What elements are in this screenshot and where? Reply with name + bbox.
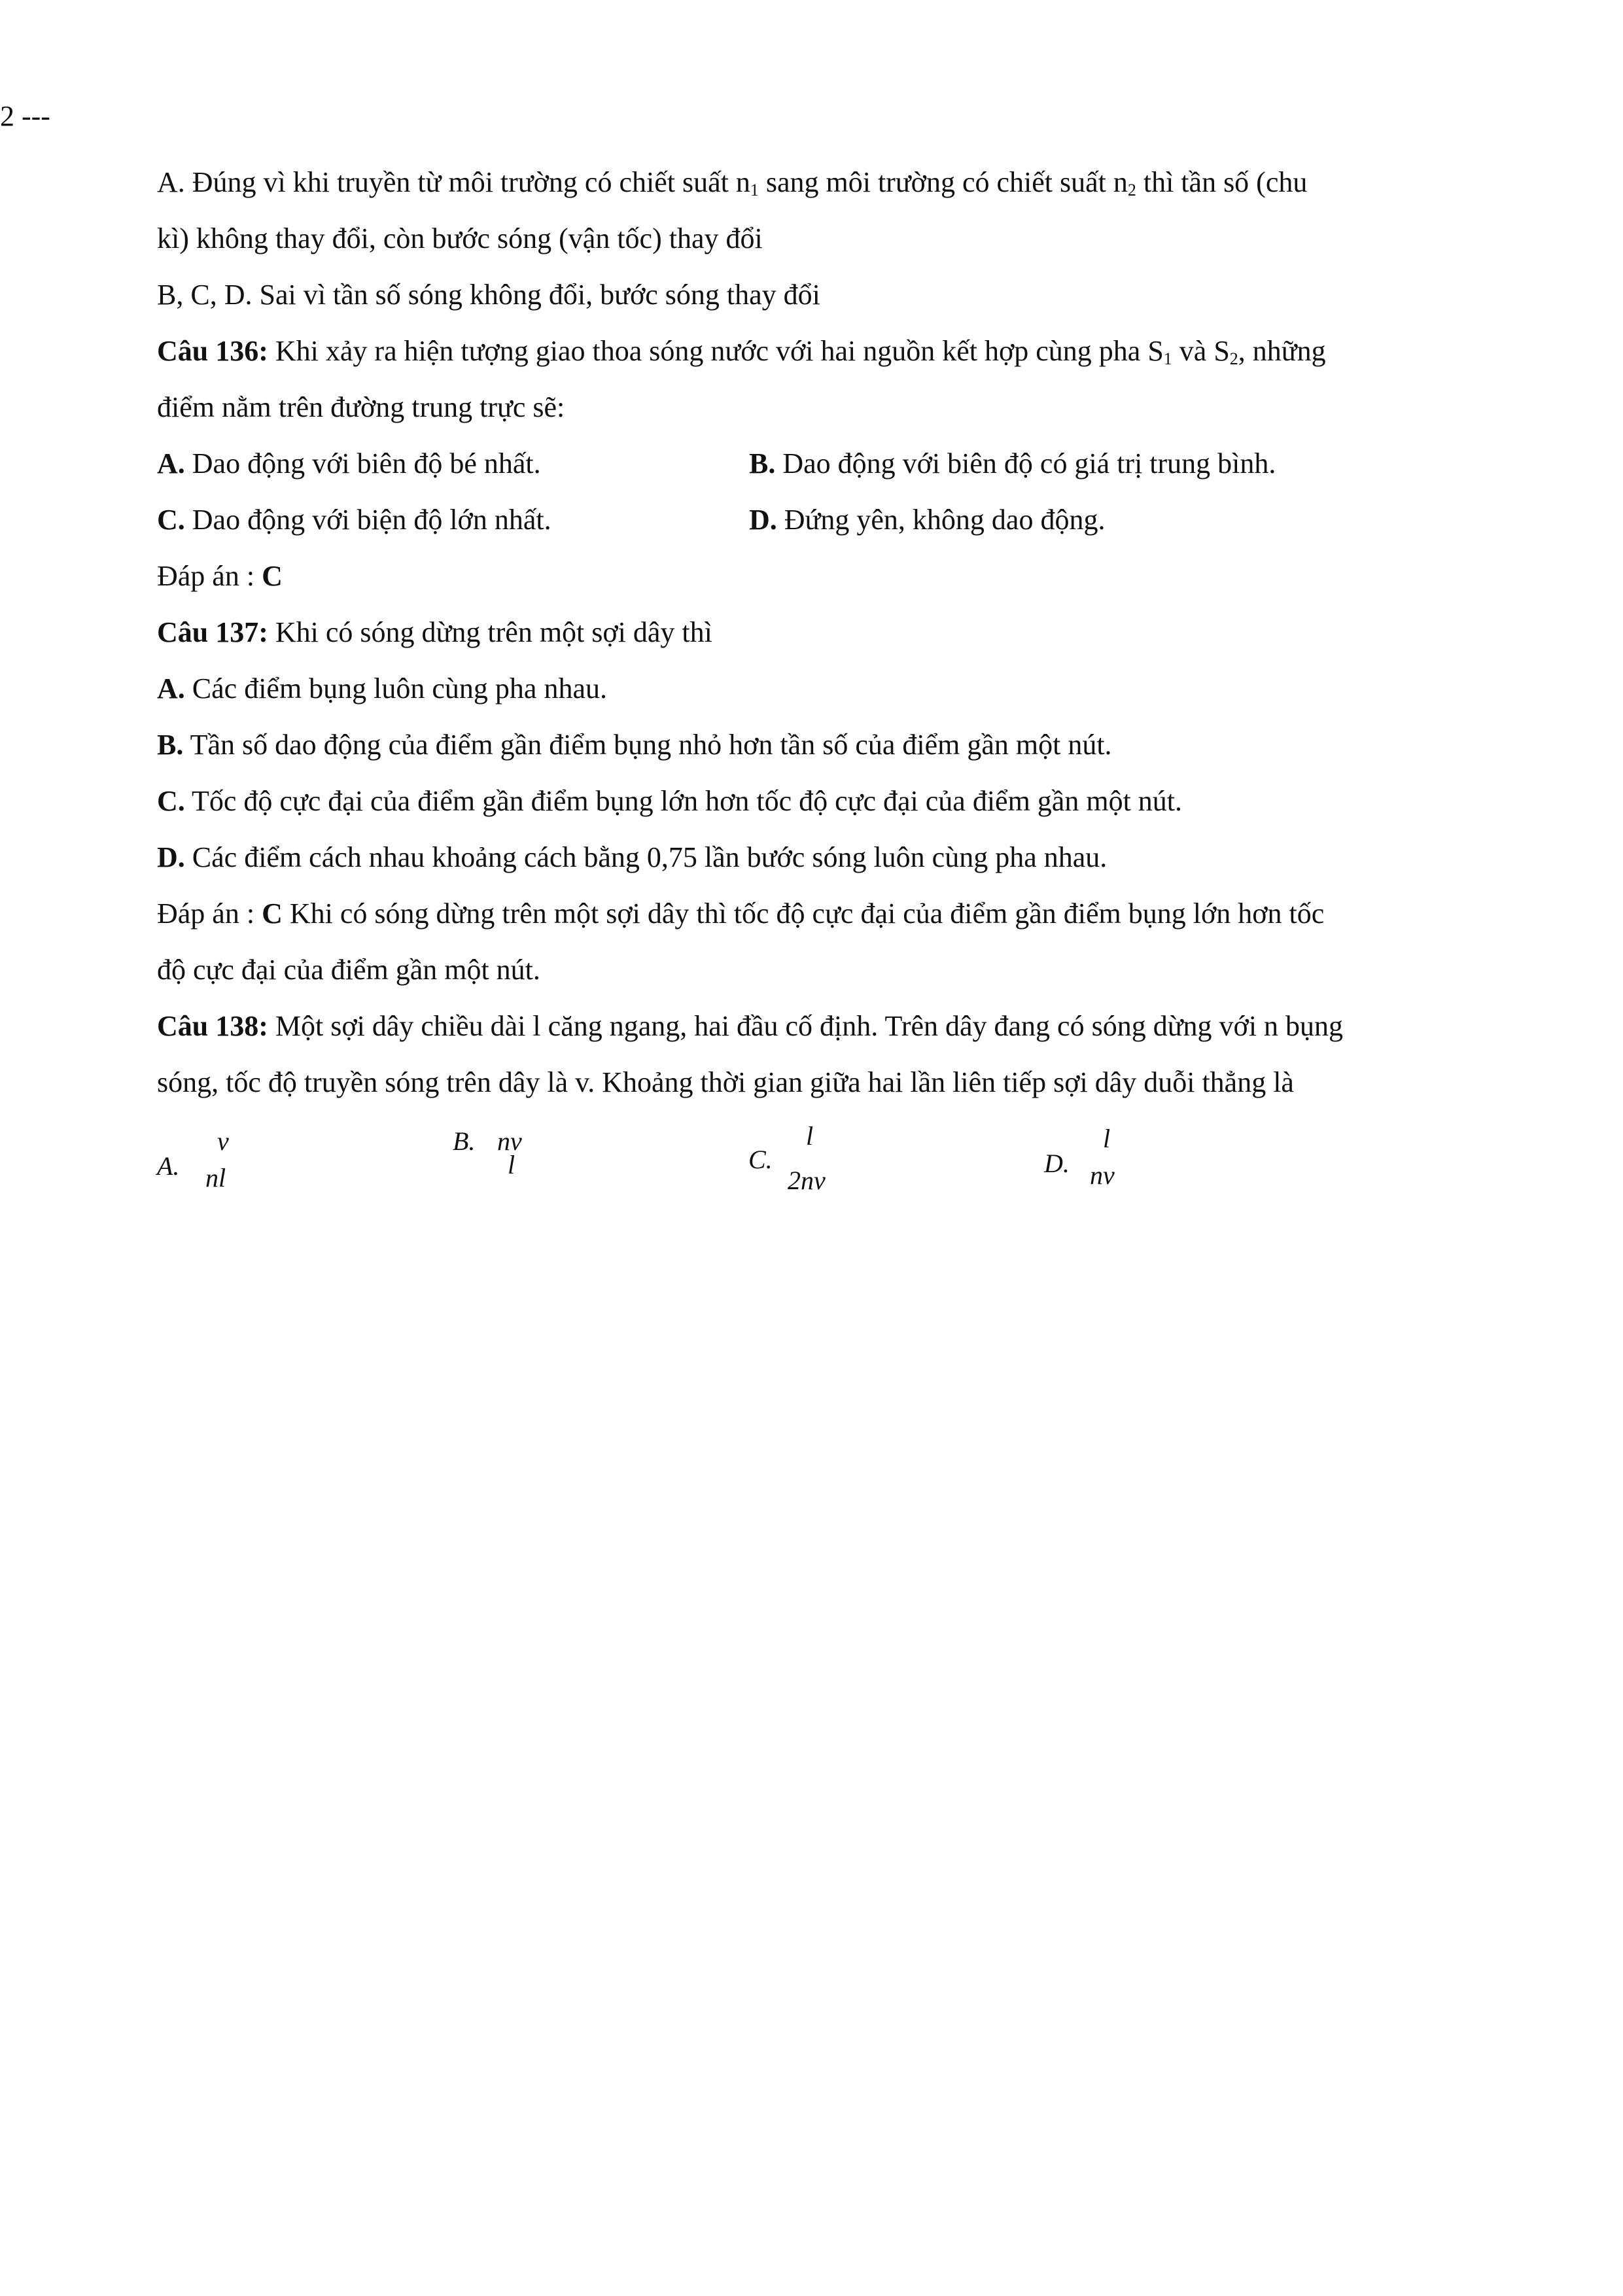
option-letter: A. (157, 1151, 180, 1181)
subscript: 1 (1163, 349, 1172, 368)
question-text: Khi xảy ra hiện tượng giao thoa sóng nước với hai nguồn kết hợp cùng pha S (268, 335, 1164, 367)
answer-label: Đáp án : (157, 560, 262, 592)
option-letter: A. (157, 447, 185, 479)
option-d (749, 492, 1105, 548)
option-text: Dao động với biên độ có giá trị trung bình. (775, 447, 1276, 479)
fraction-numerator: l (1103, 1124, 1111, 1153)
question-label: Câu 137: (157, 616, 268, 648)
option-text: Tần số dao động của điểm gần điểm bụng nhỏ hơn tần số của điểm gần một nút. (183, 729, 1112, 761)
question-text: và S (1172, 335, 1230, 367)
option-letter: B. (453, 1126, 476, 1156)
question-137-stem (157, 604, 1518, 661)
answer-value: C (262, 560, 283, 592)
subscript: 2 (1127, 181, 1136, 200)
question-138-stem-2: sóng, tốc độ truyền sóng trên dây là v. Khoảng thời gian giữa hai lần liên tiếp sợi dây duỗi thẳng là (157, 1066, 1294, 1098)
question-137-explanation-2: độ cực đại của điểm gần một nút. (157, 954, 540, 986)
answer-label: Đáp án : (157, 897, 262, 930)
option-letter: C. (748, 1145, 773, 1174)
fraction-numerator: nv (497, 1126, 522, 1156)
question-137-answer (157, 886, 1518, 942)
question-136-options-row-2 (157, 492, 1518, 548)
question-136-options-row-1 (157, 436, 1518, 492)
option-text: Tốc độ cực đại của điểm gần điểm bụng lớn hơn tốc độ cực đại của điểm gần một nút. (184, 785, 1183, 817)
question-text: Khi có sóng dừng trên một sợi dây thì (268, 616, 712, 648)
document-body (157, 154, 1518, 1198)
option-d (157, 829, 1518, 886)
option-b (157, 717, 1518, 773)
option-text: Dao động với biện độ lớn nhất. (184, 504, 551, 536)
fraction-denominator: nv (1090, 1160, 1115, 1190)
fraction-numerator: v (217, 1126, 229, 1156)
fraction-denominator: 2nv (788, 1166, 826, 1195)
question-text: , những (1238, 335, 1326, 367)
option-letter: D. (749, 504, 777, 536)
option-b (749, 436, 1276, 492)
option-letter: C. (157, 785, 185, 817)
option-c (157, 492, 551, 548)
option-letter: D. (1044, 1149, 1070, 1178)
intro-line-3: B, C, D. Sai vì tần số sóng không đổi, bước sóng thay đổi (157, 279, 820, 311)
question-136-stem-2: điểm nằm trên đường trung trực sẽ: (157, 391, 565, 423)
page-marker: 2 --- (0, 100, 50, 132)
question-138-stem (157, 998, 1518, 1054)
option-letter: B. (157, 729, 184, 761)
question-136-stem (157, 323, 1518, 379)
answer-explanation: Khi có sóng dừng trên một sợi dây thì tốc độ cực đại của điểm gần điểm bụng lớn hơn tốc (282, 897, 1325, 930)
subscript: 2 (1229, 349, 1238, 368)
intro-text: thì tần số (chu (1136, 166, 1308, 198)
fraction-numerator: l (806, 1121, 814, 1151)
intro-line-2: kì) không thay đổi, còn bước sóng (vận tốc) thay đổi (157, 222, 763, 254)
question-text: Một sợi dây chiều dài l căng ngang, hai đầu cố định. Trên dây đang có sóng dừng với n bụng (268, 1010, 1344, 1042)
option-a (157, 661, 1518, 717)
intro-line-1 (157, 154, 1518, 211)
question-136-answer (157, 548, 1518, 604)
option-text: Đứng yên, không dao động. (777, 504, 1106, 536)
fraction-denominator: nl (205, 1163, 226, 1192)
question-label: Câu 136: (157, 335, 268, 367)
option-c (157, 773, 1518, 829)
option-letter: D. (157, 841, 185, 873)
option-letter: C. (157, 504, 185, 536)
option-text: Các điểm bụng luôn cùng pha nhau. (184, 672, 607, 704)
question-138-options (157, 1113, 1518, 1198)
fraction-denominator: l (508, 1150, 515, 1179)
option-a (157, 436, 541, 492)
option-letter: A. (157, 672, 185, 704)
answer-value: C (262, 897, 283, 930)
question-label: Câu 138: (157, 1010, 268, 1042)
subscript: 1 (750, 181, 759, 200)
intro-text: sang môi trường có chiết suất n (758, 166, 1128, 198)
option-letter: B. (749, 447, 776, 479)
option-text: Dao động với biên độ bé nhất. (184, 447, 541, 479)
option-text: Các điểm cách nhau khoảng cách bằng 0,75 lần bước sóng luôn cùng pha nhau. (184, 841, 1108, 873)
intro-text: A. Đúng vì khi truyền từ môi trường có chiết suất n (157, 166, 750, 198)
